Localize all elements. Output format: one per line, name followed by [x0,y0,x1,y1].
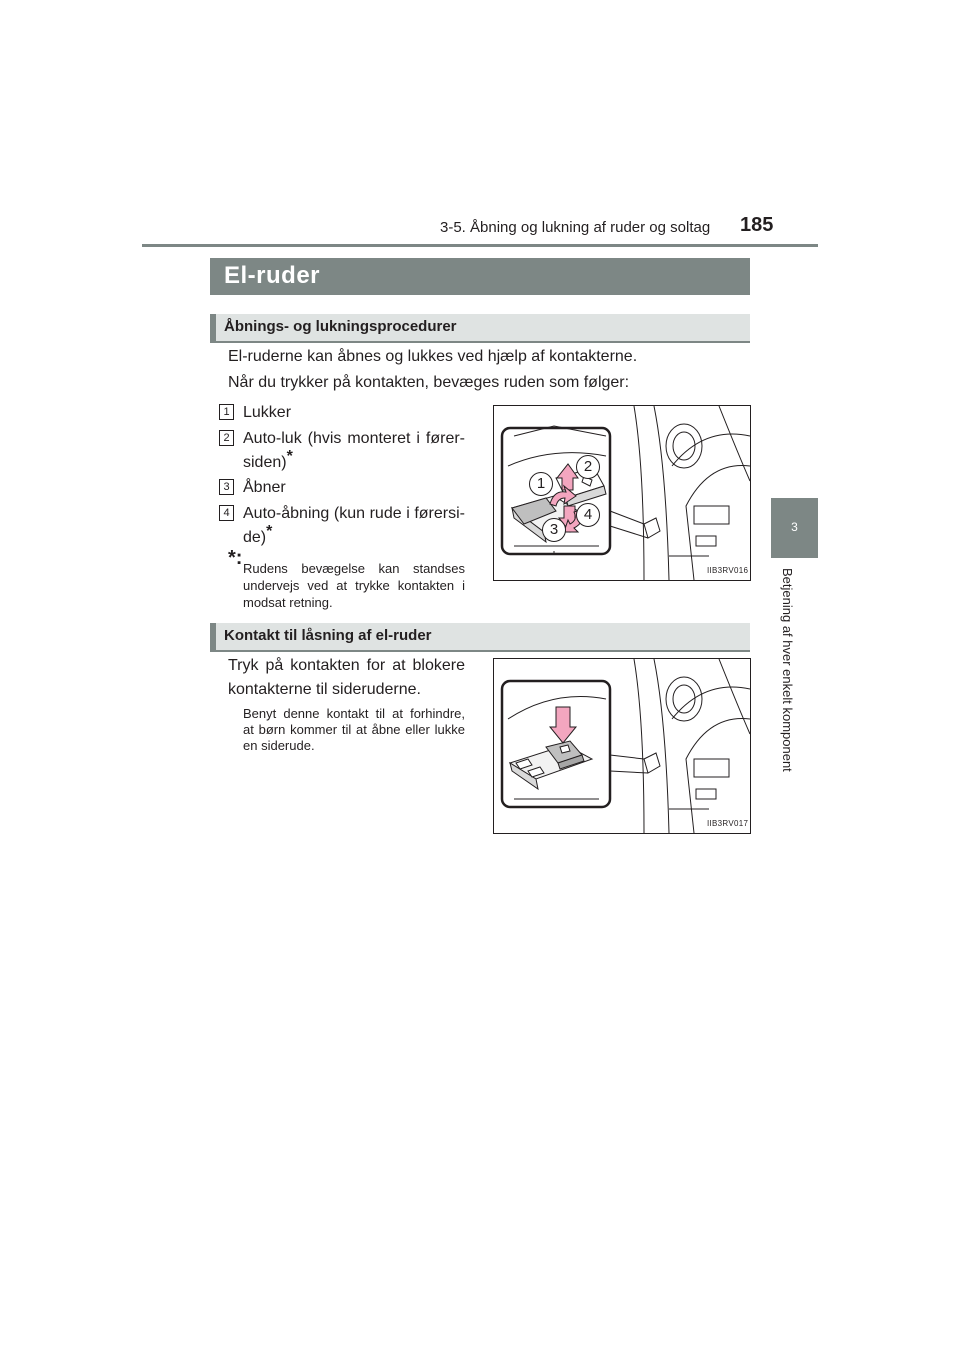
subsection-title-1: Åbnings- og lukningsprocedurer [224,318,457,335]
step-number-3: 3 [219,479,234,495]
footnote-line-2: undervejs ved at trykke kontakten i [243,578,465,593]
lock-note-line-1: Benyt denne kontakt til at forhindre, [243,706,465,721]
figure-lock-switch [493,658,751,834]
step-text-3: Åbner [243,479,286,496]
figure-code-2: IIB3RV017 [707,819,749,828]
step-text-2: Auto-luk (hvis monteret i fører- [243,430,465,447]
chapter-tab-label: Betjening af hver enkelt komponent [780,568,795,772]
intro-paragraph-2: Når du trykker på kontakten, bevæges ruden som følger: [228,374,630,391]
step-number-4: 4 [219,505,234,521]
section-title-bar [210,258,750,295]
subsection-heading-1 [210,314,750,343]
callout-3: 3 [542,518,566,542]
footnote-line-1: Rudens bevægelse kan standses [243,561,465,576]
step-text-2-line2: siden) [243,454,287,471]
lock-text-line-1: Tryk på kontakten for at blokere [228,657,465,674]
subsection-heading-2 [210,623,750,652]
step-text-1: Lukker [243,404,292,421]
figure-window-switch [493,405,751,581]
step-text-4-cont [243,523,273,549]
step-number-2: 2 [219,430,234,446]
lock-switch-illustration [494,659,750,833]
page-number: 185 [740,214,774,236]
step-text-4: Auto-åbning (kun rude i førersi- [243,505,465,522]
callout-4: 4 [576,503,600,527]
asterisk-mark-4: * [266,523,273,540]
intro-paragraph-1: El-ruderne kan åbnes og lukkes ved hjælp af kontakterne. [228,348,638,365]
header-divider [142,244,818,247]
heading-accent [210,623,216,652]
step-text-2-cont [243,448,293,474]
chapter-tab [771,498,818,558]
chapter-title: 3-5. Åbning og lukning af ruder og soltag [440,219,711,236]
heading-accent [210,314,216,343]
figure-code-1: IIB3RV016 [707,566,749,575]
chapter-tab-number: 3 [791,520,798,534]
callout-1: 1 [529,472,553,496]
lock-note-line-3: en siderude. [243,738,315,753]
callout-2: 2 [576,455,600,479]
lock-text-line-2: kontakterne til sideruderne. [228,681,421,698]
asterisk-mark-2: * [286,448,293,465]
subsection-title-2: Kontakt til låsning af el-ruder [224,627,432,644]
footnote-mark: *: [228,547,243,569]
lock-note-line-2: at børn kommer til at åbne eller lukke [243,722,465,737]
step-text-4-line2: de) [243,529,267,546]
section-title: El-ruder [224,262,321,289]
footnote-line-3: modsat retning. [243,595,333,610]
step-number-1: 1 [219,404,234,420]
